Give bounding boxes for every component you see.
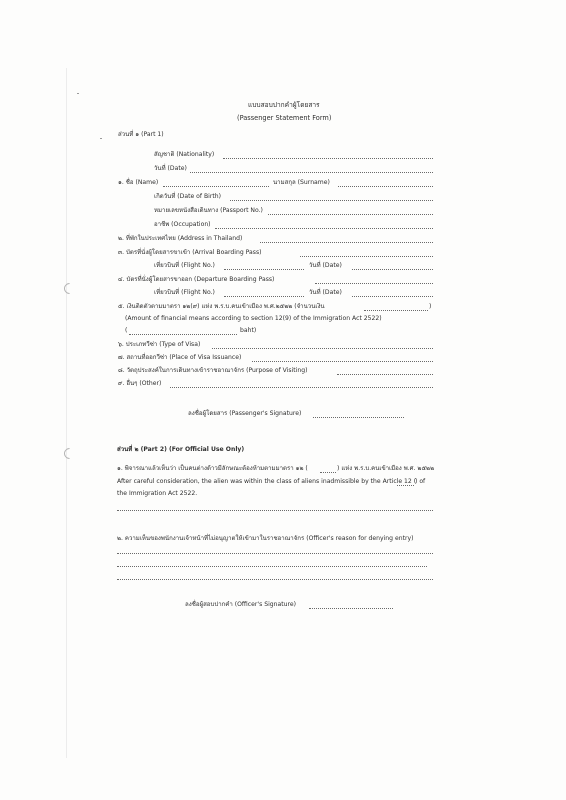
baht-field[interactable] [129,334,237,335]
date-field[interactable] [190,172,433,173]
form-title-thai: แบบสอบปากคำผู้โดยสาร [248,101,320,109]
officer-signature-label: ลงชื่อผู้สอบปากคำ (Officer's Signature) [185,601,296,608]
departure-field[interactable] [315,283,433,284]
arrival-date-field[interactable] [352,269,433,270]
visa-type-field[interactable] [212,348,433,349]
occupation-label: อาชีพ (Occupation) [154,221,211,228]
departure-date-field[interactable] [352,296,433,297]
reason-line-3[interactable] [117,579,433,580]
scan-speck [100,138,102,139]
financial-close-paren: ) [429,303,432,310]
arrival-flight-label: เที่ยวบินที่ (Flight No.) [154,262,215,269]
departure-date-label: วันที่ (Date) [309,289,342,296]
name-field[interactable] [163,186,269,187]
item1-notes-line[interactable] [117,510,433,511]
financial-means-english: (Amount of financial means according to section 12(9) of the Immigration Act 2522) [125,315,382,322]
address-label: ๒. ที่พักในประเทศไทย (Address in Thailand) [118,235,243,242]
purpose-field[interactable] [337,374,433,375]
arrival-field[interactable] [300,256,433,257]
passenger-signature-field[interactable] [313,417,404,418]
form-title-english: (Passenger Statement Form) [237,114,332,122]
nationality-label: สัญชาติ (Nationality) [154,151,215,158]
scan-speck [77,93,79,94]
part2-heading: ส่วนที่ ๒ (Part 2) (For Official Use Only) [117,446,245,453]
occupation-field[interactable] [215,228,433,229]
departure-flight-field[interactable] [224,296,304,297]
nationality-field[interactable] [223,158,433,159]
arrival-label: ๓. บัตรที่นั่งผู้โดยสารขาเข้า (Arrival Boarding Pass) [118,249,262,256]
part1-heading: ส่วนที่ ๑ (Part 1) [118,131,164,138]
financial-amount-field[interactable] [364,310,428,311]
baht-label: baht) [240,327,257,334]
departure-label: ๔. บัตรที่นั่งผู้โดยสารขาออก (Departure Boarding Pass) [118,276,275,283]
item1-english-a: After careful consideration, the alien was within the class of aliens inadmissible by the Article 12 ( [117,478,417,485]
item1-thai-a: ๑. พิจารณาแล้วเห็นว่า เป็นคนต่างด้าวมีลักษณะต้องห้ามตามมาตรา ๑๒ ( [117,465,308,472]
address-field[interactable] [260,242,433,243]
passenger-signature-label: ลงชื่อผู้โดยสาร (Passenger's Signature) [188,410,302,417]
reason-line-2[interactable] [117,566,427,567]
name-label: ๑. ชื่อ (Name) [118,179,159,186]
dob-label: เกิดวันที่ (Date of Birth) [154,193,221,200]
dob-field[interactable] [230,200,433,201]
departure-flight-label: เที่ยวบินที่ (Flight No.) [154,289,215,296]
surname-label: นามสกุล (Surname) [273,179,330,186]
visa-place-label: ๗. สถานที่ออกวีซ่า (Place of Visa Issuance) [118,354,242,361]
item2-label: ๒. ความเห็นของพนักงานเจ้าหน้าที่ไม่อนุญาตให้เข้ามาในราชอาณาจักร (Officer's reason for denying entry) [117,535,414,542]
article-field-english[interactable] [397,485,414,486]
officer-signature-field[interactable] [309,608,393,609]
passport-label: หมายเลขหนังสือเดินทาง (Passport No.) [154,207,263,214]
item1-thai-b: ) แห่ง พ.ร.บ.คนเข้าเมือง พ.ศ. ๒๕๒๒ [337,465,435,472]
item1-english-c: the Immigration Act 2522. [117,490,198,497]
article-field-thai[interactable] [320,472,336,473]
date-label: วันที่ (Date) [154,165,187,172]
purpose-label: ๘. วัตถุประสงค์ในการเดินทางเข้าราชอาณาจักร (Purpose of Visiting) [118,367,308,374]
other-label: ๙. อื่นๆ (Other) [118,380,162,387]
arrival-date-label: วันที่ (Date) [309,262,342,269]
surname-field[interactable] [338,186,433,187]
arrival-flight-field[interactable] [224,269,304,270]
passport-field[interactable] [268,214,433,215]
visa-type-label: ๖. ประเภทวีซ่า (Type of Visa) [118,341,201,348]
baht-open-paren: ( [125,327,128,334]
reason-line-1[interactable] [117,553,433,554]
visa-place-field[interactable] [252,361,433,362]
other-field[interactable] [170,387,433,388]
item1-english-b: ) of [415,478,426,485]
financial-means-label: ๕. เงินติดตัวตามมาตรา ๑๒(๙) แห่ง พ.ร.บ.คนเข้าเมือง พ.ศ.๒๕๒๒ (จำนวนเงิน [118,303,325,310]
